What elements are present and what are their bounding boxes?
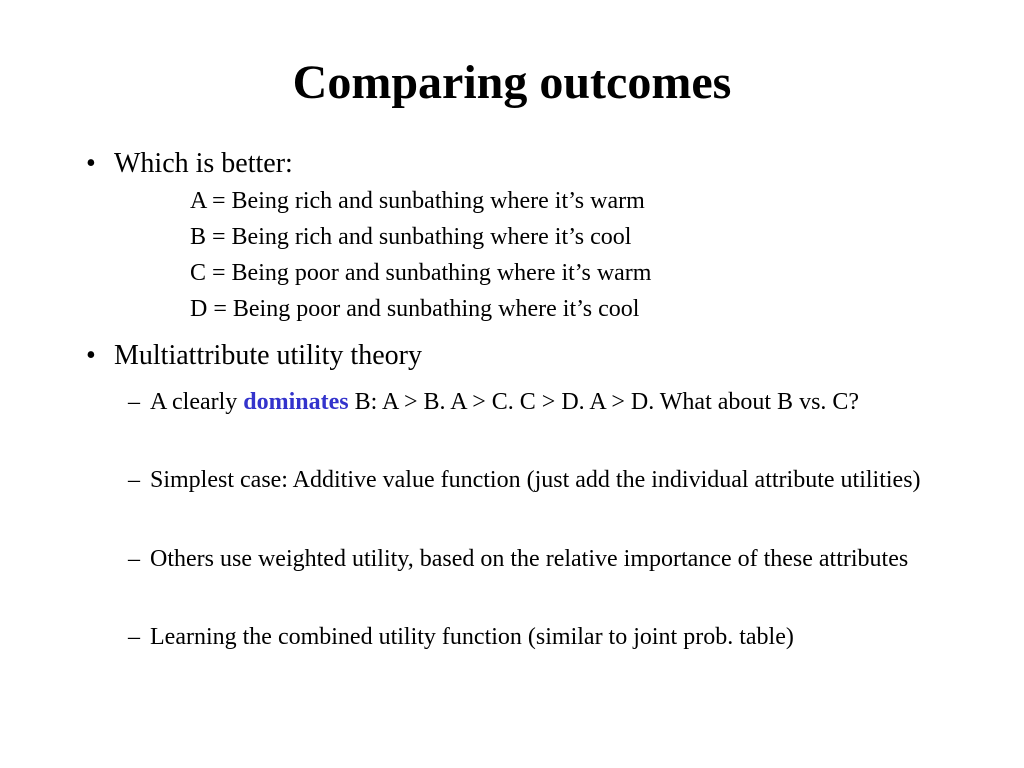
dominates-highlight: dominates [243,389,349,415]
dash-icon: – [128,624,140,650]
subitem-weighted [128,542,998,612]
dash-icon: – [128,389,140,415]
dash-icon: – [128,467,140,493]
bullet-text: Multiattribute utility theory [114,340,422,371]
bullet-which-is-better [86,147,986,181]
subitem-text: Learning the combined utility function (similar to joint prob. table) [150,624,794,650]
subitem-text [150,385,995,420]
subitem-learning [128,620,998,655]
subitem-text-before: A clearly [150,389,244,415]
subitem-additive [128,463,998,533]
subitem-text-after: B: A > B. A > C. C > D. A > D. What about B vs. C? [348,389,860,415]
subitem-text: Simplest case: Additive value function (just add the individual attribute utilities) [150,467,921,493]
option-b: B = Being rich and sunbathing where it’s cool [190,224,632,250]
subitem-text: Others use weighted utility, based on the relative importance of these attributes [150,546,909,572]
subitem-dominates [128,385,998,455]
option-a: A = Being rich and sunbathing where it’s warm [190,188,645,214]
option-c: C = Being poor and sunbathing where it’s warm [190,260,652,286]
bullet-icon: • [86,148,96,179]
bullet-icon: • [86,340,96,371]
slide-title: Comparing outcomes [292,56,732,109]
dash-icon: – [128,546,140,572]
option-d: D = Being poor and sunbathing where it’s cool [190,296,640,322]
bullet-text: Which is better: [114,148,293,179]
bullet-multiattribute [86,339,986,373]
